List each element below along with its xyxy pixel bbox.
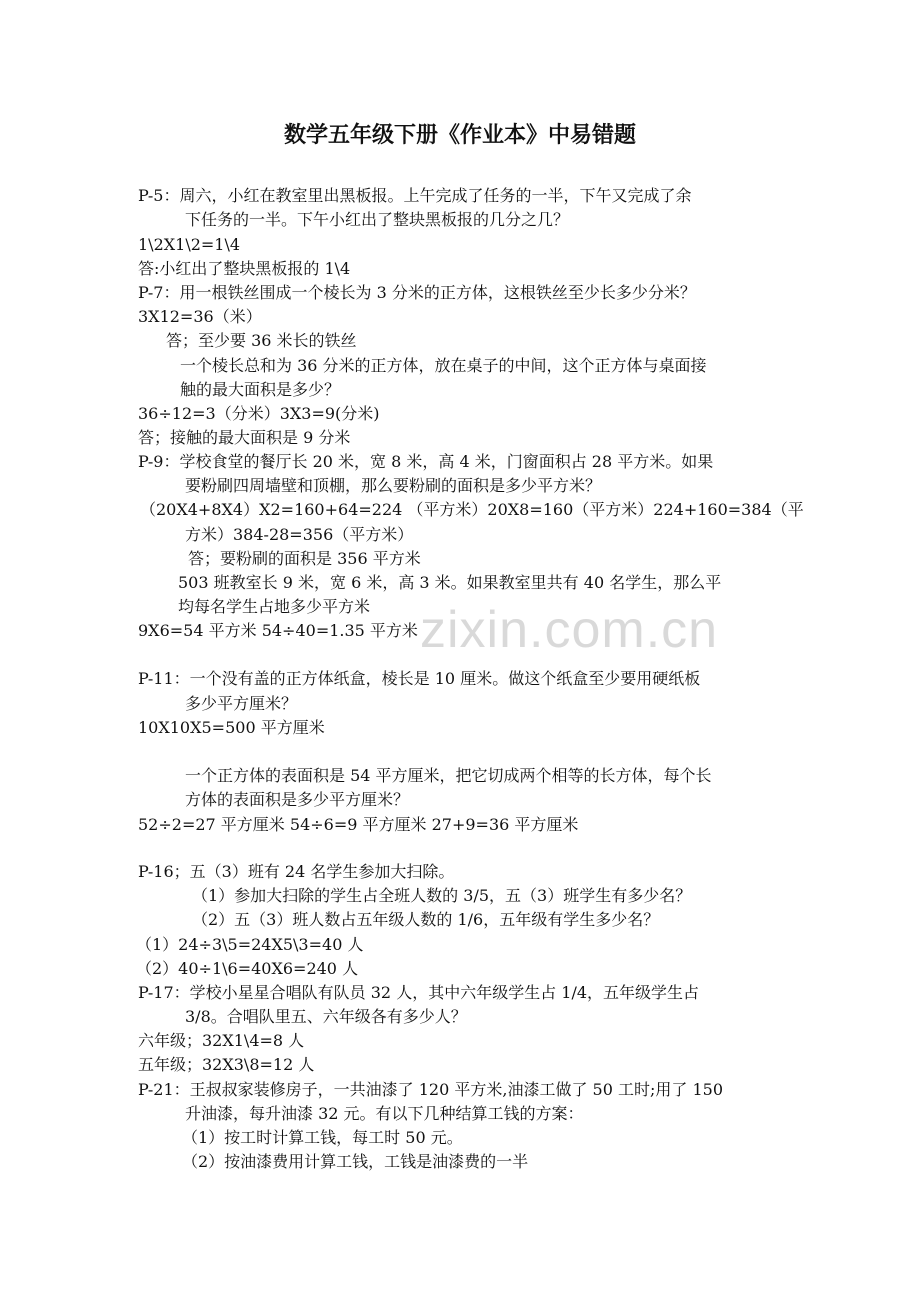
text-line: 1\2X1\2=1\4 <box>138 235 241 254</box>
text-line: 答；至少要 36 米长的铁丝 <box>166 331 357 350</box>
text-line: 方体的表面积是多少平方厘米？ <box>185 790 410 809</box>
text-line: 503 班教室长 9 米，宽 6 米，高 3 米。如果教室里共有 40 名学生，那么平 <box>178 573 722 592</box>
text-line: 36÷12=3（分米）3X3=9(分米) <box>138 404 380 423</box>
text-line: P-9：学校食堂的餐厅长 20 米，宽 8 米，高 4 米，门窗面积占 28 平方米。如果 <box>138 452 714 471</box>
text-line: 均每名学生占地多少平方米 <box>178 597 371 616</box>
text-line: 方米）384-28=356（平方米） <box>185 525 414 544</box>
text-line: 一个正方体的表面积是 54 平方厘米，把它切成两个相等的长方体，每个长 <box>185 766 712 785</box>
text-line: 答:小红出了整块黑板报的 1\4 <box>138 259 351 278</box>
text-line: 10X10X5=500 平方厘米 <box>138 718 325 737</box>
text-line: P-16；五（3）班有 24 名学生参加大扫除。 <box>138 862 455 881</box>
text-line: 触的最大面积是多少？ <box>180 380 341 399</box>
text-line: P-5：周六，小红在教室里出黑板报。上午完成了任务的一半，下午又完成了余 <box>138 186 692 205</box>
text-line: 要粉刷四周墙壁和顶棚，那么要粉刷的面积是多少平方米？ <box>185 476 602 495</box>
text-line: 3/8。合唱队里五、六年级各有多少人？ <box>185 1007 467 1026</box>
text-line: 一个棱长总和为 36 分米的正方体，放在桌子的中间，这个正方体与桌面接 <box>180 356 707 375</box>
text-line: （20X4+8X4）X2=160+64=224 （平方米）20X8=160（平方米）224+160=384（平 <box>140 500 804 519</box>
text-line: （1）按工时计算工钱，每工时 50 元。 <box>182 1128 463 1147</box>
text-line: 答；要粉刷的面积是 356 平方米 <box>188 549 421 568</box>
text-line: 六年级；32X1\4=8 人 <box>138 1031 305 1050</box>
text-line: 升油漆，每升油漆 32 元。有以下几种结算工钱的方案： <box>185 1104 584 1123</box>
text-line: 9X6=54 平方米 54÷40=1.35 平方米 <box>138 621 418 640</box>
text-line: 答；接触的最大面积是 9 分米 <box>138 428 351 447</box>
text-line: P-11：一个没有盖的正方体纸盒，棱长是 10 厘米。做这个纸盒至少要用硬纸板 <box>138 669 701 688</box>
text-line: 3X12=36（米） <box>138 307 262 326</box>
text-line: 多少平方厘米？ <box>185 694 298 713</box>
text-line: 52÷2=27 平方厘米 54÷6=9 平方厘米 27+9=36 平方厘米 <box>138 815 579 834</box>
text-line: 下任务的一半。下午小红出了整块黑板报的几分之几？ <box>185 210 570 229</box>
text-line: （2）40÷1\6=40X6=240 人 <box>136 959 359 978</box>
text-line: （1）参加大扫除的学生占全班人数的 3/5，五（3）班学生有多少名？ <box>192 886 692 905</box>
text-line: （2）按油漆费用计算工钱，工钱是油漆费的一半 <box>182 1152 529 1171</box>
page-title: 数学五年级下册《作业本》中易错题 <box>283 123 636 148</box>
text-line: （2）五（3）班人数占五年级人数的 1/6，五年级有学生多少名？ <box>192 910 660 929</box>
text-line: P-7：用一根铁丝围成一个棱长为 3 分米的正方体，这根铁丝至少长多少分米？ <box>138 283 696 302</box>
text-line: （1）24÷3\5=24X5\3=40 人 <box>136 935 364 954</box>
watermark: zixin.com.cn <box>420 601 719 659</box>
text-line: 五年级；32X3\8=12 人 <box>138 1055 315 1074</box>
text-line: P-21：王叔叔家装修房子，一共油漆了 120 平方米,油漆工做了 50 工时;用了 150 <box>138 1080 724 1099</box>
text-line: P-17：学校小星星合唱队有队员 32 人，其中六年级学生占 1/4，五年级学生占 <box>138 983 700 1002</box>
